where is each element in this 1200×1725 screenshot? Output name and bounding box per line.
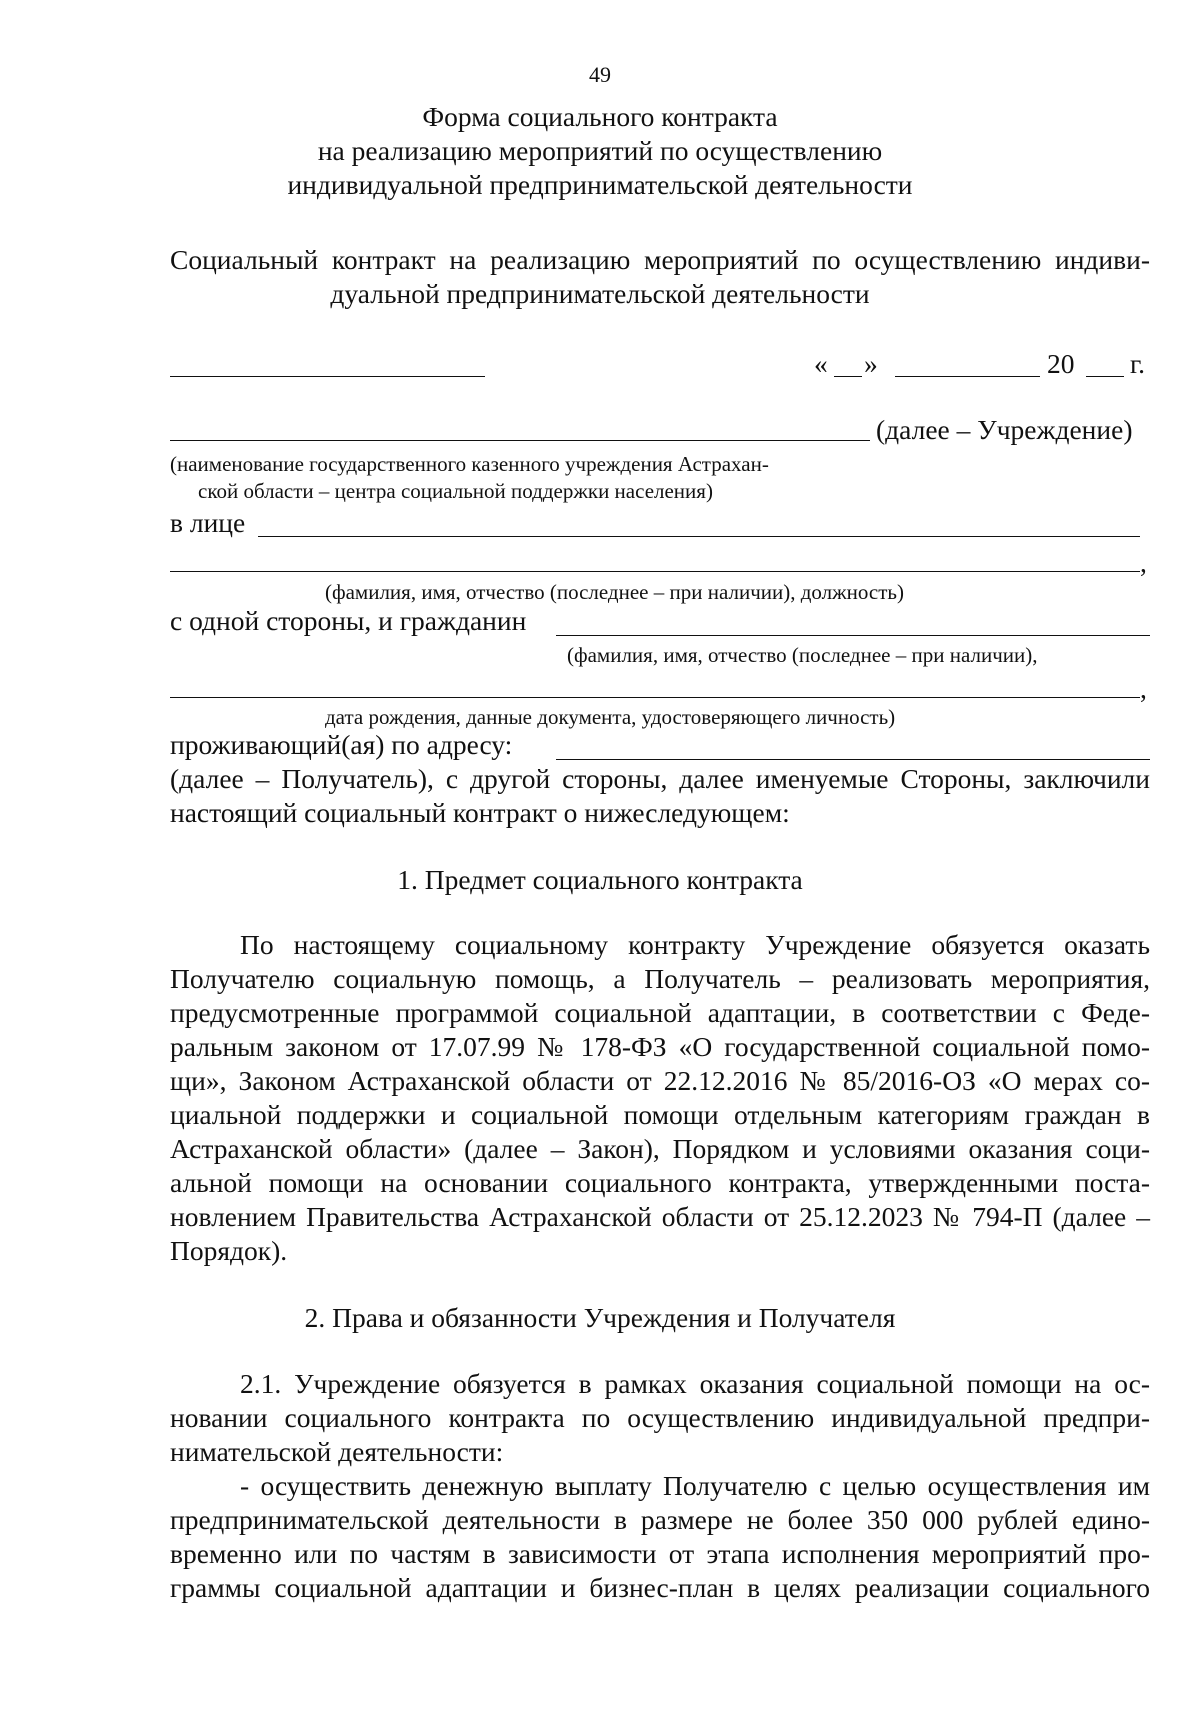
month-blank [895,376,1040,377]
representative-comma: , [1140,547,1147,578]
section-1-line: предусмотренные программой социальной адаптации, в соответствии с Феде- [170,997,1150,1028]
date-close-quote: » [864,348,878,379]
citizen-label: с одной стороны, и гражданин [170,605,527,636]
section-1-line: альной помощи на основании социального контракта, утвержденными поста- [170,1167,1150,1198]
section-2-line: - осуществить денежную выплату Получателю с целью осуществления им [240,1470,1150,1501]
citizen-comma: , [1140,673,1147,704]
section-1-last-line: Порядок). [170,1235,288,1266]
year-prefix: 20 [1047,348,1075,379]
page-number: 49 [589,62,611,87]
section-2-line: 2.1. Учреждение обязуется в рамках оказания социальной помощи на ос- [240,1368,1150,1399]
section-1-line: ральным законом от 17.07.99 № 178-ФЗ «О государственной социальной помо- [170,1031,1150,1062]
section-2-line: временно или по частям в зависимости от этапа исполнения мероприятий про- [170,1538,1150,1569]
place-blank [170,376,485,377]
representative-blank [258,536,1140,537]
intro-line-1: (далее – Получатель), с другой стороны, далее именуемые Стороны, заключили [170,763,1150,794]
representative-hint: (фамилия, имя, отчество (последнее – при наличии), должность) [325,580,904,604]
citizen-hint-2: дата рождения, данные документа, удостоверяющего личность) [325,705,896,729]
section-2-heading: 2. Права и обязанности Учреждения и Получателя [304,1302,896,1333]
section-1-line: Астраханской области» (далее – Закон), Порядком и условиями оказания соци- [170,1133,1150,1164]
institution-hint-line-1: (наименование государственного казенного учреждения Астрахан- [170,452,769,476]
year-blank [1086,376,1124,377]
section-1-heading: 1. Предмет социального контракта [397,864,803,895]
citizen-hint-1: (фамилия, имя, отчество (последнее – при наличии), [567,643,1038,667]
address-blank [556,759,1150,760]
form-title-line-1: Форма социального контракта [422,101,778,132]
citizen-name-blank [556,635,1150,636]
year-suffix: г. [1130,348,1146,379]
date-open-quote: « [814,348,828,379]
form-title-line-2: на реализацию мероприятий по осуществлению [317,135,883,166]
day-blank [834,376,862,377]
section-2-line: новании социального контракта по осуществлению индивидуальной предпри- [170,1402,1150,1433]
section-1-line: щи», Законом Астраханской области от 22.12.2016 № 85/2016-ОЗ «О мерах со- [170,1065,1150,1096]
section-1-line: По настоящему социальному контракту Учреждение обязуется оказать [240,929,1150,960]
representative-blank-2 [170,571,1140,572]
section-1-line: Получателю социальную помощь, а Получатель – реализовать мероприятия, [170,963,1150,994]
address-label: проживающий(ая) по адресу: [170,729,513,760]
section-1-line: циальной поддержки и социальной помощи отдельным категориям граждан в [170,1099,1150,1130]
section-2-line: нимательской деятельности: [170,1436,504,1467]
section-1-line: новлением Правительства Астраханской области от 25.12.2023 № 794-П (далее – [170,1201,1150,1232]
institution-blank [170,440,870,441]
contract-title-line-2: дуальной предпринимательской деятельности [330,278,870,309]
institution-suffix: (далее – Учреждение) [876,414,1133,445]
represented-by-label: в лице [170,507,246,538]
contract-title-line-1: Социальный контракт на реализацию мероприятий по осуществлению индиви- [170,244,1150,275]
institution-hint-line-2: ской области – центра социальной поддержки населения) [198,479,713,503]
section-2-line: предпринимательской деятельности в размере не более 350 000 рублей едино- [170,1504,1150,1535]
citizen-details-blank [170,697,1140,698]
intro-line-2: настоящий социальный контракт о нижеследующем: [170,797,790,828]
form-title-line-3: индивидуальной предпринимательской деятельности [287,169,913,200]
section-2-line: граммы социальной адаптации и бизнес-план в целях реализации социального [170,1572,1150,1603]
